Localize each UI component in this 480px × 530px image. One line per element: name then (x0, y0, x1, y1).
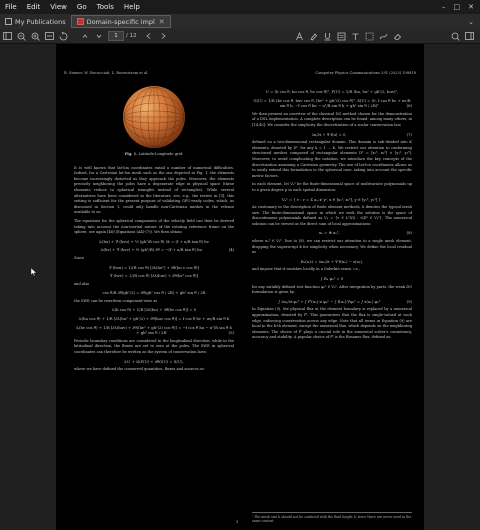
search-icon[interactable] (450, 31, 460, 41)
equation: Rₕ(x,t) = ∂uₕ/∂t + ∇·f(uₕ) − s(uₕ), (300, 258, 364, 264)
tab-overflow-icon[interactable]: ⌄ (468, 17, 474, 26)
area-select-icon[interactable] (365, 31, 375, 41)
equation: Vₕᵏ = { v : v = Σ aᵢⱼ xⁱ yʲ, x ∈ [x₁ᵏ, x₂ᵏ], y ∈ [y₁ᵏ, y₂ᵏ] }. (281, 196, 383, 202)
paragraph: defined on a two-dimensional rectangular domain. This domain is sub-divided into K elements, denoted by Dᵏ, for any k = 1 … K. We restrict our attention to conforming structured meshes composed of rectangular elements Dᵏ = [x₁ᵏ, x₂ᵏ] × [y₁ᵏ, y₂ᵏ]. Moreover, to avoid complicating the notation, we introduce the key concepts of the discretization assuming a Cartesian geometry. The use of lat-lon coordinates allows us to easily extend this formulation to the spherical case, taking into account the specific metric factors. (252, 140, 412, 178)
equation: U = (h cos θ, hu cos θ, hv cos θ)ᵀ, F(U) = 1/R (hu, hu² + gh²/2, huv)ᵀ, (265, 89, 399, 94)
maximize-button[interactable]: □ (453, 3, 461, 11)
menu-file[interactable]: File (5, 3, 17, 11)
underline-icon[interactable] (323, 31, 333, 41)
paragraph: In Equation (9), the physical flux at the element boundary is replaced by a numerical approximation, denoted by f*. This guarantees that the flux is single-valued at each edge, enforcing conservation across any edge. Note that all terms in Equation (9) are local to the k-th element, except the numerical flux, which depends on the neighboring elements. The choice of f* plays a crucial role in the numerical solver's consistency, accuracy and stability. A popular choice of f* is the Rusanov flux, defined as: (252, 307, 412, 340)
mouse-cursor-icon (31, 268, 37, 276)
text-annotation-icon[interactable] (351, 31, 361, 41)
forward-icon[interactable] (159, 31, 169, 41)
close-tab-icon[interactable]: ✕ (158, 17, 165, 26)
paragraph: where uₕᵏ ∈ Vₕᵏ. Due to (8), we can restrict our attention to a single mesh element, dropping the superscript k for simplicity when necessary. We define the local residual as (252, 239, 412, 255)
paragraph: the SWE can be rewritten component-wise as (74, 298, 158, 303)
equation: ∇·(hvu) = 1/(R cos θ) [∂λ(hu²) + ∂θ(hu v cos θ)] (108, 264, 200, 270)
toolbar-right (448, 31, 480, 41)
tab-bar (0, 14, 480, 29)
paragraph-text: We then present an overview of the classical DG method chosen for the demonstration of a DSL implementation. A complete description can be found, among many others, in [14,45]. We consider the simplicity the discretization of a scalar conservation law, (252, 111, 412, 127)
paragraph: and impose that it vanishes locally in a Galerkin sense, i.e., (252, 267, 361, 272)
running-header-journal: Computer Physics Communications 291 (2023) 108818 (315, 71, 416, 75)
paragraph: In each element, let Vₕᵏ be the finite-dimensional space of multivariate polynomials up to a given degree p in each spatial dimension: (252, 182, 412, 192)
equation-number: (5) (228, 330, 234, 336)
equation-number: (8) (406, 230, 412, 236)
back-icon[interactable] (145, 31, 155, 41)
equation-number: (4) (228, 247, 234, 253)
paragraph: Periodic boundary conditions are considered in the longitudinal direction, while in the latitudinal direction, the fluxes are set to zero at the poles. The SWE in spherical coordinates can therefore be written as the system of conservation laws: (74, 338, 234, 355)
figure-caption (74, 152, 234, 158)
equation: ∇·(hvv) = 1/(R cos θ) [∂λ(huv) + ∂θ(hv² cos θ)] (109, 273, 199, 279)
previous-page-icon[interactable] (80, 31, 90, 41)
paragraph: for any suitably defined test function φₕᵏ ∈ Vₕᵏ. After integration by parts, the weak DG formulation is given by: (252, 284, 412, 295)
paragraph: Since (74, 255, 85, 260)
tab-label: Domain-specific impl (86, 17, 155, 26)
eraser-icon[interactable] (393, 31, 403, 41)
lat-lon-grid-figure (123, 86, 185, 148)
right-column (252, 86, 412, 344)
tab-document[interactable] (71, 15, 171, 28)
zoom-in-icon[interactable] (30, 31, 40, 41)
page-number-input[interactable]: 1 (108, 31, 124, 41)
rotate-icon[interactable] (58, 31, 68, 41)
tab-label: My Publications (15, 17, 66, 26)
equation-text: ∂ₜ(hv) + ∇·(hvv) + ½ (gh²/R) ∂θ = −(f + u/R tan θ) hu (100, 247, 202, 253)
menu-go[interactable]: Go (76, 3, 87, 11)
equation (252, 98, 412, 109)
paragraph: and also (74, 281, 90, 286)
document-viewport[interactable] (0, 44, 480, 530)
page-count: / 12 (126, 33, 137, 39)
library-icon (5, 18, 12, 25)
equation (252, 132, 412, 138)
equation: ∂ₜ(hu cos θ) + 1/R [∂λ(hu² + gh²/2) + ∂θ(huv cos θ)] = f cos θ hv + uv/R sin θ h (78, 316, 230, 322)
context-pane-toggle-icon[interactable] (464, 31, 474, 41)
equation (74, 247, 234, 253)
pdf-icon (77, 18, 84, 25)
zoom-out-icon[interactable] (16, 31, 26, 41)
equation: ∫ Rₕ φₕᵏ = 0 (320, 276, 344, 282)
equation-text: ∫ ∂uₕ/∂t φₕᵏ + ∫ f*(uₕ)·n φₕᵏ − ∫ f(uₕ)·∇φₕᵏ = ∫ s(uₕ) φₕᵏ (278, 298, 381, 304)
equation: ∂ₜ(hu) + ∇·(hvu) + ½ (gh²/R cos θ) ∂λ = (f + u/R tan θ) hv (99, 238, 209, 244)
equation (74, 325, 234, 336)
note-icon[interactable] (337, 31, 347, 41)
window-controls (442, 3, 480, 11)
next-page-icon[interactable] (94, 31, 104, 41)
tab-my-publications[interactable] (0, 15, 71, 28)
text-select-icon[interactable] (295, 31, 305, 41)
figure-caption-label: Fig. 1. (124, 152, 138, 156)
equation (252, 230, 412, 236)
paragraph: where we have defined the conserved quantities, fluxes and sources as: (74, 367, 205, 372)
menu-edit[interactable]: Edit (26, 3, 41, 11)
close-window-button[interactable]: ✕ (468, 3, 474, 11)
menu-bar (0, 0, 480, 14)
equation (252, 299, 412, 305)
sidebar-toggle-icon[interactable] (2, 31, 12, 41)
figure-caption-text: Latitude-Longitude grid. (138, 152, 184, 156)
fit-width-icon[interactable] (44, 31, 54, 41)
equation: ∂ₜ(h cos θ) + 1/R [∂λ(hu) + ∂θ(hv cos θ)] = 0 (111, 307, 197, 313)
paragraph (252, 112, 412, 129)
reader-toolbar (0, 29, 480, 44)
paragraph: It is well known that lat-lon coordinates entail a number of numerical difficulties. Indeed, for a Cartesian lat-lon mesh such as the one depicted in Fig. 1, the elements become increasingly distorted as they approach the poles. Moreover, the elements precisely neighboring the poles have a degenerate edge in physical space (these elements reduce to spherical triangles instead of rectangles). While several alternatives have been considered in the literature, see, e.g., the review in [5], this setting is sufficient for the present purpose of validating GPU-ready codes, which, as discussed in Section 1, could only handle non-Cartesian meshes in the release available to us. (74, 165, 234, 215)
equation: cos θ/R ∂θ(gh²/2) = ∂θ(gh² cos θ / 2R) + gh² sin θ / 2R (102, 290, 206, 296)
menu-view[interactable]: View (50, 3, 67, 11)
equation-text: uₕ = ⊕ uₕᵏ, (318, 230, 340, 236)
pdf-page[interactable] (56, 44, 424, 530)
equation-text: ∂ₜ(hv cos θ) + 1/R [∂λ(huv) + ∂θ((hv² + gh²/2) cos θ)] = −f cos θ hu − u²/R sin θ h + gh² sin θ / 2R (76, 324, 232, 336)
menu-tools[interactable]: Tools (96, 3, 114, 11)
highlight-icon[interactable] (309, 31, 319, 41)
footnote: ¹ The mesh size h should not be confused with the fluid height h, since there are never used in the same context. (252, 512, 412, 523)
page-number: 3 (236, 520, 239, 524)
left-column (74, 86, 234, 376)
equation-text: G(U) = 1/R (hv cos θ, huv cos θ, (hv² + gh²/2) cos θ)ᵀ, S(U) = (0, f cos θ hv + uv/R sin θ h, −f cos θ hu − u²/R sin θ h + gh² sin θ / 2R)ᵀ (253, 97, 411, 109)
ink-icon[interactable] (379, 31, 389, 41)
paragraph: As customary in the description of finite element methods, h denotes the typical mesh size. The finite-dimensional space in which we seek the solution is the space of discontinuous polynomials defined as Vₕ = {v ∈ L²(Ω) : v|Dᵏ ∈ Vₕᵏ}. The numerical solution can be viewed as the direct sum of local approximations: (252, 205, 412, 226)
equation-number: (6) (406, 103, 412, 109)
equation-number: (7) (406, 131, 412, 137)
paragraph: The equations for the spherical components of the velocity field can then be derived taking into account the non-inertial nature of the rotating reference frame on the sphere, see again [46] (Equations (A4)-(7)). We then obtain (74, 218, 234, 235)
running-header-authors: R. Stemer, W. Discacciati, L. Rosenstrom et al. (64, 71, 149, 75)
minimize-button[interactable]: – (442, 3, 446, 11)
menu-help[interactable]: Help (123, 3, 140, 11)
equation: ∂ₜU + ∂λF(U) + ∂θG(U) = S(U), (124, 358, 184, 364)
equation-number: (9) (406, 298, 412, 304)
equation-text: ∂u/∂t + ∇·f(u) = 0, (311, 131, 347, 137)
